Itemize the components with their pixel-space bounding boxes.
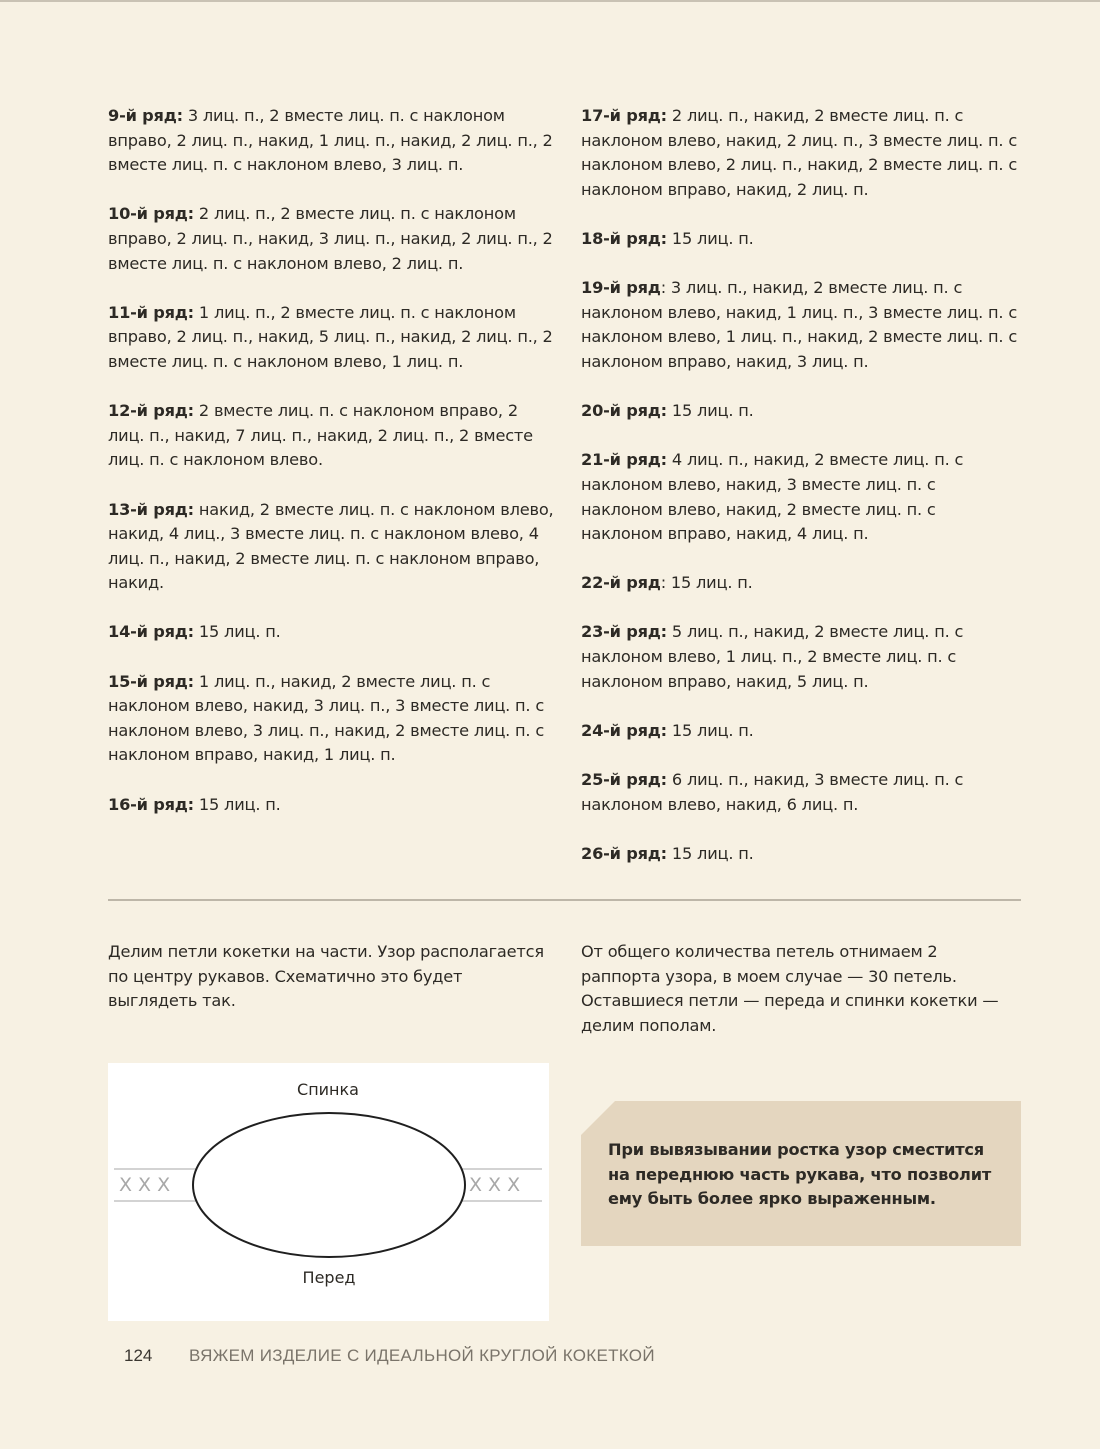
row-label: 12-й ряд: — [108, 401, 194, 421]
top-rule — [0, 0, 1100, 2]
row-label: 10-й ряд: — [108, 204, 194, 224]
row-text: 15 лиц. п. — [666, 228, 754, 248]
row-paragraph — [108, 202, 558, 276]
row-paragraph — [108, 498, 558, 596]
row-paragraph — [581, 719, 1021, 744]
section-divider — [108, 899, 1021, 901]
row-paragraph — [581, 620, 1021, 694]
row-paragraph — [581, 571, 1021, 596]
row-label: 20-й ряд: — [581, 401, 667, 421]
row-text: 6 лиц. п., накид, 3 вместе лиц. п. с наклоном влево, накид, 6 лиц. п. — [581, 770, 964, 814]
note-corner-cut — [581, 1101, 615, 1135]
row-text: 1 лиц. п., 2 вместе лиц. п. с наклоном вправо, 2 лиц. п., накид, 5 лиц. п., накид, 2 лиц. п., 2 вместе лиц. п. с наклоном влево, 1 лиц. п. — [108, 302, 553, 371]
row-label: 17-й ряд: — [581, 106, 667, 125]
tip-note-box — [581, 1101, 1021, 1246]
row-text: 5 лиц. п., накид, 2 вместе лиц. п. с наклоном влево, 1 лиц. п., 2 вместе лиц. п. с наклоном вправо, накид, 5 лиц. п. — [581, 622, 964, 691]
row-text: 4 лиц. п., накид, 2 вместе лиц. п. с наклоном влево, накид, 3 вместе лиц. п. с наклоном влево, накид, 2 вместе лиц. п. с наклоном вправо, накид, 4 лиц. п. — [581, 450, 964, 544]
tip-note-text: При вывязывании ростка узор сместится на переднюю часть рукава, что позволит ему быть более ярко выраженным. — [608, 1140, 992, 1209]
left-pattern-marks: X X X — [119, 1174, 171, 1196]
row-paragraph — [108, 620, 558, 645]
yoke-ellipse — [193, 1113, 465, 1257]
row-label: 9-й ряд: — [108, 106, 183, 125]
row-label: 22-й ряд — [581, 573, 661, 593]
yoke-diagram — [108, 1063, 549, 1321]
row-label: 23-й ряд: — [581, 622, 667, 642]
row-label: 24-й ряд: — [581, 720, 667, 740]
row-label: 19-й ряд — [581, 278, 661, 298]
row-paragraph — [108, 793, 558, 818]
row-label: 21-й ряд: — [581, 450, 667, 470]
row-paragraph — [108, 399, 558, 473]
row-label: 13-й ряд: — [108, 499, 194, 519]
row-text: 3 лиц. п., 2 вместе лиц. п. с наклоном вправо, 2 лиц. п., накид, 1 лиц. п., накид, 2 лиц. п., 2 вместе лиц. п. с наклоном влево, 3 лиц. п. — [108, 106, 553, 175]
diagram-label-back: Спинка — [297, 1080, 359, 1099]
row-paragraph — [581, 399, 1021, 424]
row-text: : 15 лиц. п. — [660, 573, 753, 593]
row-paragraph — [581, 227, 1021, 252]
row-text: 15 лиц. п. — [666, 401, 754, 421]
row-text: : 3 лиц. п., накид, 2 вместе лиц. п. с наклоном влево, накид, 1 лиц. п., 3 вместе лиц. п. с наклоном влево, 1 лиц. п., накид, 2 вместе лиц. п. с наклоном вправо, накид, 3 лиц. п. — [581, 278, 1018, 371]
row-label: 18-й ряд: — [581, 228, 667, 248]
row-paragraph — [581, 768, 1021, 817]
row-paragraph — [108, 301, 558, 375]
intro-right-paragraph: От общего количества петель отнимаем 2 раппорта узора, в моем случае — 30 петель. Оставшиеся петли — переда и спинки кокетки — делим пополам. — [581, 942, 999, 1035]
row-text: 15 лиц. п. — [666, 843, 754, 863]
row-label: 14-й ряд: — [108, 622, 194, 642]
row-label: 26-й ряд: — [581, 843, 667, 863]
row-text: 1 лиц. п., накид, 2 вместе лиц. п. с наклоном влево, накид, 3 лиц. п., 3 вместе лиц. п. с наклоном влево, 3 лиц. п., накид, 2 вместе лиц. п. с наклоном вправо, накид, 1 лиц. п. — [108, 671, 545, 765]
row-paragraph — [581, 276, 1021, 374]
row-text: накид, 2 вместе лиц. п. с наклоном влево, накид, 4 лиц., 3 вместе лиц. п. с наклоном влево, 4 лиц. п., накид, 2 вместе лиц. п. с наклоном вправо, накид. — [108, 499, 554, 593]
row-paragraph — [108, 104, 558, 178]
row-text: 15 лиц. п. — [666, 720, 754, 740]
row-text: 15 лиц. п. — [193, 622, 281, 642]
row-label: 16-й ряд: — [108, 794, 194, 814]
chapter-title: ВЯЖЕМ ИЗДЕЛИЕ С ИДЕАЛЬНОЙ КРУГЛОЙ КОКЕТКОЙ — [189, 1346, 655, 1365]
right-pattern-marks: X X X — [469, 1174, 521, 1196]
row-paragraph — [581, 842, 1021, 867]
right-column — [581, 104, 1021, 891]
intro-left-paragraph: Делим петли кокетки на части. Узор располагается по центру рукавов. Схематично это будет выглядеть так. — [108, 942, 544, 1011]
row-text: 2 вместе лиц. п. с наклоном вправо, 2 лиц. п., накид, 7 лиц. п., накид, 2 лиц. п., 2 вместе лиц. п. с наклоном влево. — [108, 401, 533, 470]
row-label: 25-й ряд: — [581, 770, 667, 790]
row-paragraph — [581, 104, 1021, 202]
left-column — [108, 104, 558, 842]
row-paragraph — [581, 448, 1021, 546]
row-text: 2 лиц. п., накид, 2 вместе лиц. п. с наклоном влево, накид, 2 лиц. п., 3 вместе лиц. п. с наклоном влево, 2 лиц. п., накид, 2 вместе лиц. п. с наклоном вправо, накид, 2 лиц. п. — [581, 106, 1018, 199]
row-text: 2 лиц. п., 2 вместе лиц. п. с наклоном вправо, 2 лиц. п., накид, 3 лиц. п., накид, 2 лиц. п., 2 вместе лиц. п. с наклоном влево, 2 лиц. п. — [108, 204, 553, 273]
row-label: 11-й ряд: — [108, 302, 194, 322]
diagram-label-front: Перед — [302, 1268, 356, 1287]
row-label: 15-й ряд: — [108, 671, 194, 691]
row-paragraph — [108, 670, 558, 768]
row-text: 15 лиц. п. — [193, 794, 281, 814]
page-number: 124 — [124, 1346, 153, 1365]
